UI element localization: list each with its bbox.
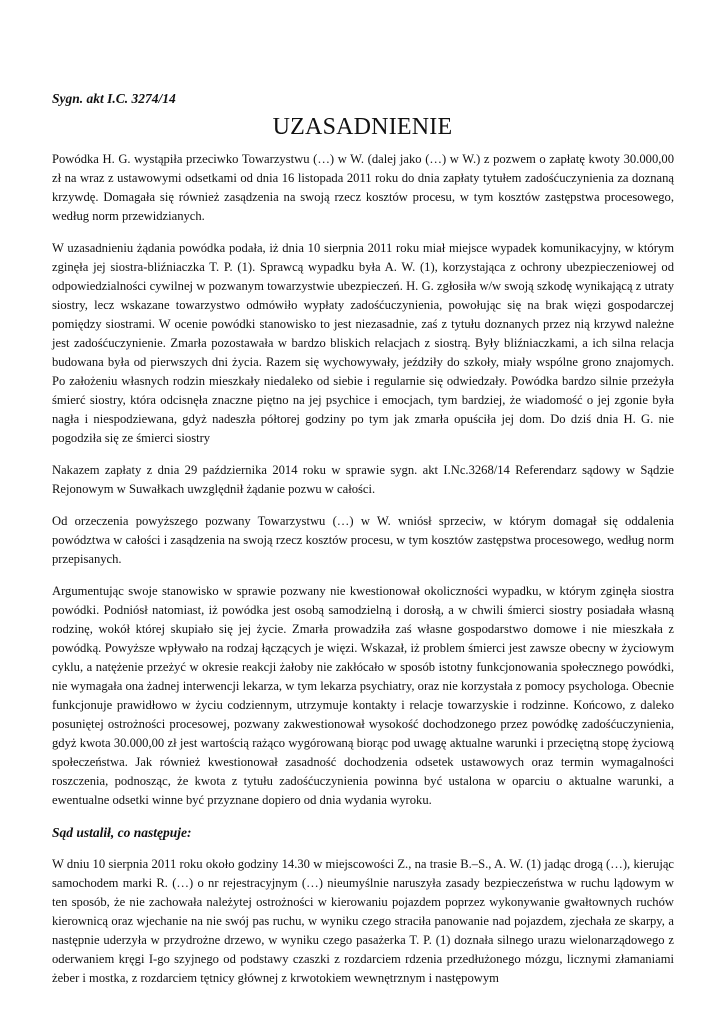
paragraph-findings: W dniu 10 sierpnia 2011 roku około godziny 14.30 w miejscowości Z., na trasie B.–S., A. W. (1) jadąc drogą (…), kierując samochodem marki R. (…) o nr rejestracyjnym (…) nieumyślnie naruszyła zasady bezpieczeństwa w ruchu lądowym w ten sposób, że nie zachowała należytej ostrożności w kierowaniu pojazdem poprzez wykonywanie gwałtownych ruchów kierownicą oraz wjechanie na nie swój pas ruchu, w wyniku czego straciła panowanie nad pojazdem, zjechała ze skarpy, a następnie uderzyła w przydrożne drzewo, w wyniku czego pasażerka T. P. (1) doznała silnego urazu wielonarządowego z oderwaniem kręgi I-go szyjnego od podstawy czaszki z rozdarciem rdzenia przedłużonego mózgu, licznymi złamaniami żeber i mostka, z rozdarciem tętnicy głównej z krwotokiem wewnętrznym i następowym	[52, 857, 674, 985]
section-heading: Sąd ustalił, co następuje:	[52, 825, 192, 840]
document-body	[52, 150, 674, 1001]
document-title: UZASADNIENIE	[272, 114, 453, 140]
paragraph-lawsuit: Powódka H. G. wystąpiła przeciwko Towarzystwu (…) w W. (dalej jako (…) w W.) z pozwem o zapłatę kwoty 30.000,00 zł na wraz z ustawowymi odsetkami od dnia 16 listopada 2011 roku do dnia zapłaty tytułem zadośćuczynienia za doznaną krzywdę. Domagała się również zasądzenia na swoją rzecz kosztów procesu, w tym kosztów zastępstwa procesowego, według norm przewidzianych.	[52, 152, 674, 223]
paragraph-payment-order: Nakazem zapłaty z dnia 29 października 2014 roku w sprawie sygn. akt I.Nc.3268/14 Referendarz sądowy w Sądzie Rejonowym w Suwałkach uwzględnił żądanie pozwu w całości.	[52, 463, 674, 496]
case-reference: Sygn. akt I.C. 3274/14	[52, 91, 176, 106]
paragraph-objection: Od orzeczenia powyższego pozwany Towarzystwu (…) w W. wniósł sprzeciw, w którym domagał się oddalenia powództwa w całości i zasądzenia na swoją rzecz kosztów procesu, w tym kosztów zastępstwa procesowego, według norm przepisanych.	[52, 514, 674, 566]
paragraph-defendant-arguments: Argumentując swoje stanowisko w sprawie pozwany nie kwestionował okoliczności wypadku, w którym zginęła siostra powódki. Podniósł natomiast, iż powódka jest osobą samodzielną i dorosłą, a w chwili śmierci siostry posiadała własną rodzinę, wokół której skupiało się jej życie. Zmarła prowadziła zaś własne gospodarstwo domowe i nie mieszkała z powódką. Powyższe wpływało na rodzaj łączących je więzi. Wskazał, iż problem śmierci jest zawsze obecny w życiowym cyklu, a natężenie przeżyć w okresie reakcji żałoby nie zakłócało w sposób istotny funkcjonowania społecznego powódki, nie wymagała ona żadnej interwencji lekarza, w tym lekarza psychiatry, oraz nie korzystała z pomocy psychologa. Obecnie funkcjonuje prawidłowo w życiu codziennym, utrzymuje kontakty i relacje towarzyskie i rodzinne. Końcowo, z daleko posuniętej ostrożności procesowej, pozwany zakwestionował wysokość dochodzonego przez powódkę zadośćuczynienia, gdyż kwota 30.000,00 zł jest wartością rażąco wygórowaną biorąc pod uwagę aktualne warunki i przeciętną stopę życiową społeczeństwa. Jak również kwestionował zasadność dochodzenia odsetek ustawowych oraz termin wymagalności roszczenia, podnosząc, że kwota z tytułu zadośćuczynienia powinna być ustalona w oparciu o aktualne warunki, a ewentualne odsetki winne być przyznane dopiero od dnia wydania wyroku.	[52, 584, 674, 807]
paragraph-justification: W uzasadnieniu żądania powódka podała, iż dnia 10 sierpnia 2011 roku miał miejsce wypadek komunikacyjny, w którym zginęła jej siostra-bliźniaczka T. P. (1). Sprawcą wypadku była A. W. (1), korzystająca z ochrony ubezpieczeniowej od odpowiedzialności cywilnej w pozwanym towarzystwie ubezpieczeń. H. G. zgłosiła w/w swoją szkodę wynikającą z utraty siostry, lecz wskazane towarzystwo odmówiło wypłaty zadośćuczynienia, powołując się na brak więzi gospodarczej pomiędzy siostrami. W ocenie powódki stanowisko to jest niezasadnie, zaś z tytułu doznanych przez nią krzywd należne jest zadośćuczynienie. Zmarła pozostawała w bardzo bliskich relacjach z siostrą. Były bliźniaczkami, a ich silna relacja budowana była od pierwszych dni życia. Razem się wychowywały, jeździły do szkoły, miały wspólne grono znajomych. Po założeniu własnych rodzin mieszkały niedaleko od siebie i regularnie się odwiedzały. Powódka bardzo silnie przeżyła śmierć siostry, która odcisnęła znaczne piętno na jej psychice i emocjach, tym bardziej, że wiadomość o jej zgonie była nagła i niespodziewana, gdyż nadeszła półtorej godziny po tym jak zmarła opuściła jej dom. Do dziś dnia H. G. nie pogodziła się ze śmierci siostry	[52, 241, 674, 445]
